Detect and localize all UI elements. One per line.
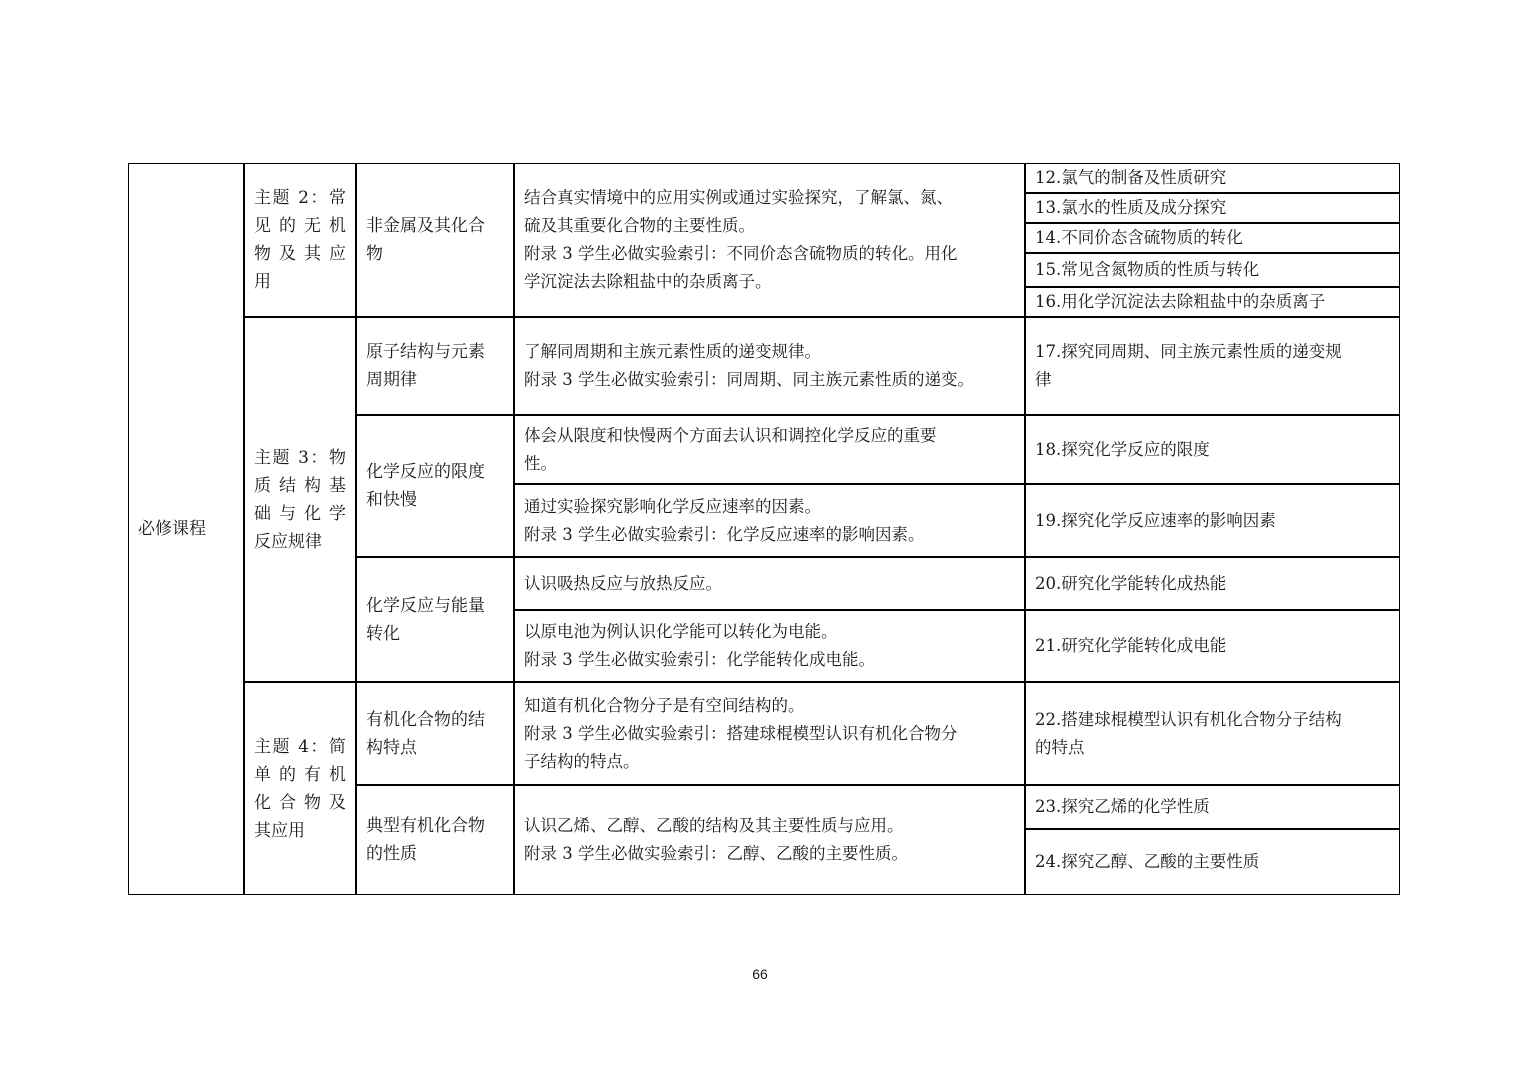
subtopic-line: 构特点 [366,737,417,758]
experiment-line: 12.氯气的制备及性质研究 [1035,168,1227,187]
subtopic-line: 化学反应的限度 [366,462,485,482]
experiment-cell [1026,288,1399,316]
requirement-line: 了解同周期和主族元素性质的递变规律。 [524,342,821,361]
theme-cell [245,318,355,681]
subtopic-line: 有机化合物的结 [366,709,485,730]
experiment-line: 15.常见含氮物质的性质与转化 [1035,260,1260,279]
requirement-line: 性。 [524,453,557,473]
requirement-cell [515,164,1024,316]
requirement-line: 认识吸热反应与放热反应。 [524,573,722,593]
experiment-cell [1026,318,1399,414]
subtopic-cell [357,318,513,414]
theme-cell [245,683,355,894]
experiment-line: 21.研究化学能转化成电能 [1035,636,1227,655]
requirement-cell [515,318,1024,414]
theme-line: 见 的 无 机 [254,216,346,236]
requirement-cell [515,786,1024,894]
theme-line: 质 结 构 基 [254,475,346,496]
experiment-line: 律 [1035,370,1052,389]
subtopic-cell [357,164,513,316]
requirement-line: 附录 3 学生必做实验索引：搭建球棍模型认识有机化合物分 [524,723,958,743]
requirement-line: 以原电池为例认识化学能可以转化为电能。 [524,622,838,641]
theme-line: 化 合 物 及 [254,792,346,813]
requirement-line: 知道有机化合物分子是有空间结构的。 [524,695,805,715]
category-label: 必修课程 [138,519,206,539]
requirement-line: 认识乙烯、乙醇、乙酸的结构及其主要性质与应用。 [524,816,904,835]
requirement-line: 结合真实情境中的应用实例或通过实验探究，了解氯、氮、 [524,188,953,207]
requirement-cell [515,416,1024,483]
experiment-line: 18.探究化学反应的限度 [1035,439,1210,459]
subtopic-cell [357,558,513,681]
experiment-line: 19.探究化学反应速率的影响因素 [1035,510,1276,530]
theme-line: 物 及 其 应 [254,244,346,264]
category-cell [129,164,243,894]
experiment-cell [1026,558,1399,609]
requirement-cell [515,683,1024,784]
experiment-cell [1026,830,1399,894]
subtopic-line: 典型有机化合物 [366,816,485,836]
requirement-cell [515,611,1024,681]
theme-cell [245,164,355,316]
experiment-line: 13.氯水的性质及成分探究 [1035,198,1227,217]
requirement-line: 附录 3 学生必做实验索引：不同价态含硫物质的转化。用化 [524,244,958,263]
experiment-line: 22.搭建球棍模型认识有机化合物分子结构 [1035,709,1342,729]
requirement-line: 附录 3 学生必做实验索引：同周期、同主族元素性质的递变。 [524,370,974,389]
experiment-line: 16.用化学沉淀法去除粗盐中的杂质离子 [1035,292,1326,311]
theme-line: 反应规律 [254,531,322,552]
requirement-cell [515,558,1024,609]
subtopic-line: 的性质 [366,844,417,864]
experiment-cell [1026,254,1399,286]
requirement-line: 附录 3 学生必做实验索引：化学能转化成电能。 [524,650,875,669]
experiment-cell [1026,416,1399,483]
experiment-line: 14.不同价态含硫物质的转化 [1035,228,1243,247]
theme-line: 主题 4：简 [254,736,346,757]
subtopic-line: 化学反应与能量 [366,595,485,616]
requirement-line: 学沉淀法去除粗盐中的杂质离子。 [524,272,772,291]
theme-line: 础 与 化 学 [254,503,346,524]
experiment-line: 17.探究同周期、同主族元素性质的递变规 [1035,342,1342,361]
theme-line: 其应用 [254,820,305,841]
subtopic-line: 原子结构与元素 [366,342,485,362]
experiment-cell [1026,611,1399,681]
experiment-line: 的特点 [1035,737,1085,757]
experiment-cell [1026,224,1399,252]
subtopic-cell [357,683,513,784]
experiment-cell [1026,485,1399,556]
requirement-line: 硫及其重要化合物的主要性质。 [524,216,755,235]
subtopic-line: 和快慢 [366,490,417,510]
requirement-line: 体会从限度和快慢两个方面去认识和调控化学反应的重要 [524,425,937,445]
requirement-line: 通过实验探究影响化学反应速率的因素。 [524,496,821,516]
experiment-line: 20.研究化学能转化成热能 [1035,573,1227,593]
requirement-line: 子结构的特点。 [524,751,640,771]
experiment-cell [1026,164,1399,192]
theme-line: 用 [254,272,271,292]
experiment-cell [1026,194,1399,222]
theme-line: 主题 3：物 [254,447,346,468]
experiment-line: 24.探究乙醇、乙酸的主要性质 [1035,852,1260,871]
requirement-cell [515,485,1024,556]
experiment-cell [1026,683,1399,784]
subtopic-line: 周期律 [366,370,417,390]
subtopic-cell [357,786,513,894]
theme-line: 单 的 有 机 [254,764,346,785]
theme-line: 主题 2：常 [254,188,346,208]
requirement-line: 附录 3 学生必做实验索引：化学反应速率的影响因素。 [524,524,925,544]
subtopic-line: 非金属及其化合 [366,216,485,236]
page-number: 66 [752,966,768,982]
subtopic-line: 物 [366,244,383,264]
subtopic-line: 转化 [366,623,400,644]
experiment-line: 23.探究乙烯的化学性质 [1035,797,1210,816]
experiment-cell [1026,786,1399,828]
requirement-line: 附录 3 学生必做实验索引：乙醇、乙酸的主要性质。 [524,844,908,863]
subtopic-cell [357,416,513,556]
